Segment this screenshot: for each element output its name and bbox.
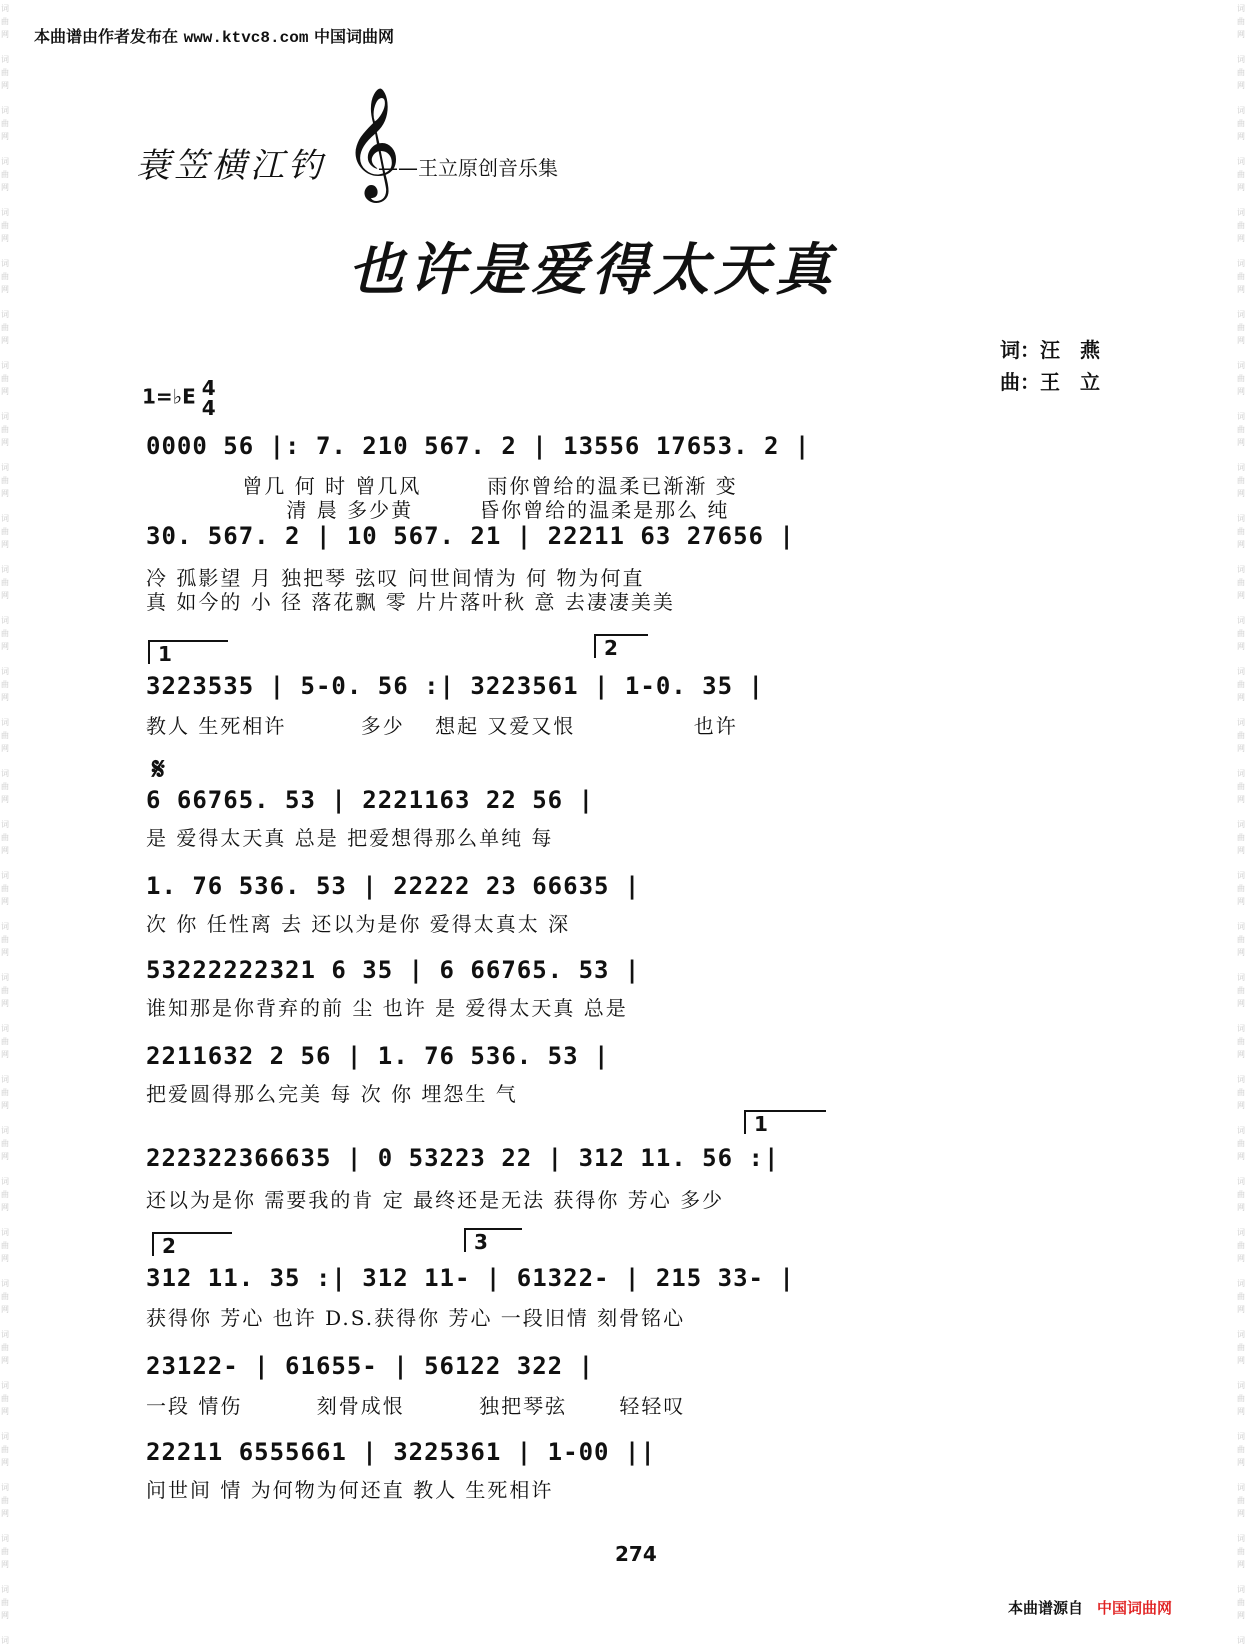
watermark-glyph: 曲 <box>1237 17 1245 26</box>
watermark-glyph: 词 <box>1237 565 1245 574</box>
watermark-glyph: 网 <box>1 183 9 192</box>
watermark-glyph: 曲 <box>1 680 9 689</box>
watermark-glyph: 曲 <box>1237 68 1245 77</box>
watermark-glyph: 词 <box>1237 871 1245 880</box>
watermark-glyph: 曲 <box>1 1445 9 1454</box>
watermark-glyph: 网 <box>1237 234 1245 243</box>
watermark-glyph: 网 <box>1 1305 9 1314</box>
watermark-glyph: 网 <box>1237 30 1245 39</box>
watermark-glyph: 曲 <box>1 782 9 791</box>
watermark-glyph: 曲 <box>1237 1037 1245 1046</box>
watermark-glyph: 词 <box>1 1279 9 1288</box>
watermark-glyph: 词 <box>1 310 9 319</box>
watermark-glyph: 词 <box>1 106 9 115</box>
watermark-glyph: 词 <box>1237 310 1245 319</box>
watermark-glyph: 网 <box>1 285 9 294</box>
watermark-glyph: 网 <box>1 897 9 906</box>
watermark-glyph: 网 <box>1237 1509 1245 1518</box>
watermark-glyph: 词 <box>1237 1024 1245 1033</box>
watermark-glyph: 曲 <box>1237 170 1245 179</box>
lyricist: 词：汪 燕 <box>1000 338 1100 362</box>
watermark-glyph: 网 <box>1 846 9 855</box>
watermark-glyph: 网 <box>1237 81 1245 90</box>
watermark-glyph: 网 <box>1 132 9 141</box>
watermark-glyph: 曲 <box>1237 374 1245 383</box>
watermark-glyph: 网 <box>1 795 9 804</box>
watermark-glyph: 词 <box>1 1432 9 1441</box>
lyric-line: 教人 生死相许 多少 想起 又爱又恨 也许 <box>146 714 738 738</box>
watermark-glyph: 网 <box>1237 285 1245 294</box>
watermark-glyph: 网 <box>1 489 9 498</box>
watermark-glyph: 曲 <box>1237 578 1245 587</box>
watermark-glyph: 词 <box>1237 1177 1245 1186</box>
watermark-glyph: 网 <box>1 642 9 651</box>
watermark-glyph: 曲 <box>1 1598 9 1607</box>
watermark-glyph: 曲 <box>1 629 9 638</box>
watermark-glyph: 词 <box>1 973 9 982</box>
watermark-glyph: 曲 <box>1237 221 1245 230</box>
watermark-glyph: 网 <box>1 1152 9 1161</box>
lyric-line: 真 如今的 小 径 落花飘 零 片片落叶秋 意 去凄凄美美 <box>146 590 675 614</box>
watermark-glyph: 曲 <box>1237 1190 1245 1199</box>
watermark-glyph: 词 <box>1237 106 1245 115</box>
watermark-glyph: 曲 <box>1 221 9 230</box>
volta-number: 2 <box>162 1234 176 1258</box>
lyric-line: 是 爱得太天真 总是 把爱想得那么单纯 每 <box>146 826 554 850</box>
watermark-glyph: 曲 <box>1 1190 9 1199</box>
lyric-line: 次 你 任性离 去 还以为是你 爱得太真太 深 <box>146 912 571 936</box>
watermark-glyph: 词 <box>1 259 9 268</box>
watermark-glyph: 词 <box>1237 208 1245 217</box>
lyric-line: 把爱圆得那么完美 每 次 你 埋怨生 气 <box>146 1082 518 1106</box>
watermark-glyph: 词 <box>1237 1483 1245 1492</box>
watermark-glyph: 词 <box>1237 1228 1245 1237</box>
watermark-glyph: 词 <box>1 667 9 676</box>
watermark-glyph: 词 <box>1 565 9 574</box>
watermark-glyph: 曲 <box>1 68 9 77</box>
volta-number: 1 <box>754 1112 768 1136</box>
watermark-glyph: 曲 <box>1237 1088 1245 1097</box>
watermark-glyph: 词 <box>1237 718 1245 727</box>
watermark-glyph: 词 <box>1 922 9 931</box>
treble-clef-icon: 𝄞 <box>344 86 401 198</box>
watermark-glyph: 网 <box>1237 897 1245 906</box>
watermark-glyph: 词 <box>1 1075 9 1084</box>
watermark-glyph: 网 <box>1 1050 9 1059</box>
volta-bracket <box>464 1228 522 1252</box>
watermark-glyph: 词 <box>1 1126 9 1135</box>
watermark-glyph: 曲 <box>1 833 9 842</box>
watermark-glyph: 网 <box>1 387 9 396</box>
watermark-glyph: 网 <box>1237 387 1245 396</box>
watermark-glyph: 曲 <box>1 1241 9 1250</box>
watermark-glyph: 网 <box>1237 1203 1245 1212</box>
watermark-glyph: 词 <box>1 1228 9 1237</box>
watermark-glyph: 网 <box>1237 948 1245 957</box>
series-name: 蓑笠横江钓 <box>136 146 326 186</box>
volta-number: 3 <box>474 1230 488 1254</box>
watermark-glyph: 网 <box>1237 540 1245 549</box>
right-watermark-strip <box>1236 0 1250 1645</box>
volta-bracket <box>594 634 648 658</box>
watermark-glyph: 网 <box>1237 1458 1245 1467</box>
lyric-line: 问世间 情 为何物为何还直 教人 生死相许 <box>146 1478 554 1502</box>
watermark-glyph: 词 <box>1237 922 1245 931</box>
watermark-glyph: 词 <box>1 1177 9 1186</box>
watermark-glyph: 曲 <box>1 986 9 995</box>
watermark-glyph: 词 <box>1 1636 9 1645</box>
watermark-glyph: 网 <box>1 336 9 345</box>
watermark-glyph: 词 <box>1237 973 1245 982</box>
watermark-glyph: 词 <box>1 208 9 217</box>
source-header <box>34 24 394 47</box>
watermark-glyph: 词 <box>1237 616 1245 625</box>
watermark-glyph: 曲 <box>1 731 9 740</box>
footer-prefix: 本曲谱源自 <box>1007 1599 1083 1617</box>
watermark-glyph: 网 <box>1 1407 9 1416</box>
watermark-glyph: 词 <box>1237 1075 1245 1084</box>
watermark-glyph: 词 <box>1237 1636 1245 1645</box>
watermark-glyph: 网 <box>1237 846 1245 855</box>
watermark-glyph: 曲 <box>1 119 9 128</box>
watermark-glyph: 网 <box>1 1254 9 1263</box>
watermark-glyph: 网 <box>1 744 9 753</box>
watermark-glyph: 网 <box>1 1611 9 1620</box>
lyric-line: 曾几 何 时 曾几风 雨你曾给的温柔已渐渐 变 <box>146 474 738 498</box>
watermark-glyph: 曲 <box>1 1139 9 1148</box>
watermark-glyph: 词 <box>1237 514 1245 523</box>
watermark-glyph: 网 <box>1 540 9 549</box>
watermark-glyph: 词 <box>1 871 9 880</box>
watermark-glyph: 网 <box>1 30 9 39</box>
watermark-glyph: 词 <box>1237 412 1245 421</box>
watermark-glyph: 曲 <box>1 1547 9 1556</box>
watermark-glyph: 词 <box>1237 1279 1245 1288</box>
watermark-glyph: 曲 <box>1237 833 1245 842</box>
watermark-glyph: 词 <box>1 55 9 64</box>
watermark-glyph: 曲 <box>1 374 9 383</box>
watermark-glyph: 曲 <box>1237 1394 1245 1403</box>
watermark-glyph: 词 <box>1 514 9 523</box>
watermark-glyph: 网 <box>1237 1050 1245 1059</box>
watermark-glyph: 词 <box>1237 820 1245 829</box>
watermark-glyph: 网 <box>1 1509 9 1518</box>
notation-line: 23122- | 61655- | 56122 322 | <box>146 1352 595 1380</box>
watermark-glyph: 曲 <box>1237 527 1245 536</box>
watermark-glyph: 曲 <box>1 1394 9 1403</box>
watermark-glyph: 曲 <box>1237 1292 1245 1301</box>
watermark-glyph: 曲 <box>1237 1241 1245 1250</box>
watermark-glyph: 词 <box>1 412 9 421</box>
watermark-glyph: 词 <box>1 463 9 472</box>
watermark-glyph: 网 <box>1237 693 1245 702</box>
watermark-glyph: 网 <box>1237 1560 1245 1569</box>
watermark-glyph: 词 <box>1237 1330 1245 1339</box>
lyric-line: 谁知那是你背弃的前 尘 也许 是 爱得太天真 总是 <box>146 996 628 1020</box>
volta-bracket <box>148 640 228 664</box>
volta-bracket <box>152 1232 232 1256</box>
watermark-glyph: 词 <box>1 157 9 166</box>
watermark-glyph: 曲 <box>1 578 9 587</box>
lyric-line: 还以为是你 需要我的肯 定 最终还是无法 获得你 芳心 多少 <box>146 1188 725 1212</box>
notation-line: 1. 76 536. 53 | 22222 23 66635 | <box>146 872 641 900</box>
watermark-glyph: 曲 <box>1237 1445 1245 1454</box>
notation-line: 53222222321 6 35 | 6 66765. 53 | <box>146 956 641 984</box>
watermark-glyph: 曲 <box>1237 272 1245 281</box>
watermark-glyph: 曲 <box>1237 935 1245 944</box>
watermark-glyph: 网 <box>1237 591 1245 600</box>
watermark-glyph: 词 <box>1237 1534 1245 1543</box>
watermark-glyph: 网 <box>1 438 9 447</box>
time-top: 4 <box>201 376 216 400</box>
watermark-glyph: 词 <box>1 1024 9 1033</box>
watermark-glyph: 网 <box>1237 1305 1245 1314</box>
watermark-glyph: 词 <box>1 1381 9 1390</box>
watermark-glyph: 网 <box>1 948 9 957</box>
watermark-glyph: 曲 <box>1237 1343 1245 1352</box>
key-signature <box>142 378 216 418</box>
watermark-glyph: 曲 <box>1 1343 9 1352</box>
watermark-glyph: 网 <box>1237 744 1245 753</box>
watermark-glyph: 曲 <box>1 935 9 944</box>
watermark-glyph: 曲 <box>1237 476 1245 485</box>
watermark-glyph: 网 <box>1 1356 9 1365</box>
watermark-glyph: 网 <box>1 591 9 600</box>
watermark-glyph: 网 <box>1237 795 1245 804</box>
watermark-glyph: 网 <box>1237 489 1245 498</box>
watermark-glyph: 曲 <box>1 476 9 485</box>
watermark-glyph: 曲 <box>1237 1139 1245 1148</box>
lyric-line: 获得你 芳心 也许 D.S.获得你 芳心 一段旧情 刻骨铭心 <box>146 1306 686 1330</box>
watermark-glyph: 曲 <box>1 1037 9 1046</box>
watermark-glyph: 词 <box>1 1330 9 1339</box>
watermark-glyph: 词 <box>1237 769 1245 778</box>
watermark-glyph: 曲 <box>1 323 9 332</box>
watermark-glyph: 网 <box>1237 1254 1245 1263</box>
watermark-glyph: 曲 <box>1 425 9 434</box>
watermark-glyph: 词 <box>1237 1381 1245 1390</box>
lyric-line: 清 晨 多少黄 昏你曾给的温柔是那么 纯 <box>146 498 730 522</box>
watermark-glyph: 网 <box>1237 183 1245 192</box>
watermark-glyph: 网 <box>1237 642 1245 651</box>
watermark-glyph: 词 <box>1237 55 1245 64</box>
watermark-glyph: 曲 <box>1237 1598 1245 1607</box>
watermark-glyph: 曲 <box>1 1292 9 1301</box>
segno-icon: 𝄋 <box>152 752 165 787</box>
watermark-glyph: 网 <box>1237 1152 1245 1161</box>
watermark-glyph: 词 <box>1237 157 1245 166</box>
watermark-glyph: 网 <box>1237 1101 1245 1110</box>
lyric-line: 一段 情伤 刻骨成恨 独把琴弦 轻轻叹 <box>146 1394 686 1418</box>
watermark-glyph: 词 <box>1237 463 1245 472</box>
watermark-glyph: 词 <box>1237 1432 1245 1441</box>
watermark-glyph: 曲 <box>1237 782 1245 791</box>
watermark-glyph: 网 <box>1237 1407 1245 1416</box>
watermark-glyph: 词 <box>1 361 9 370</box>
left-watermark-strip <box>0 0 14 1645</box>
volta-bracket <box>744 1110 826 1134</box>
watermark-glyph: 词 <box>1 4 9 13</box>
watermark-glyph: 词 <box>1 616 9 625</box>
composer: 曲：王 立 <box>1000 370 1100 394</box>
watermark-glyph: 词 <box>1 820 9 829</box>
watermark-glyph: 曲 <box>1 170 9 179</box>
watermark-glyph: 网 <box>1 234 9 243</box>
notation-line: 3223535 | 5-0. 56 :| 3223561 | 1-0. 35 | <box>146 672 764 700</box>
credits <box>1000 334 1100 398</box>
watermark-glyph: 曲 <box>1237 425 1245 434</box>
volta-number: 1 <box>158 642 172 666</box>
watermark-glyph: 词 <box>1237 667 1245 676</box>
header-prefix: 本曲谱由作者发布在 <box>34 27 179 46</box>
song-title: 也许是爱得太天真 <box>348 237 836 303</box>
notation-line: 222322366635 | 0 53223 22 | 312 11. 56 :| <box>146 1144 780 1172</box>
watermark-glyph: 网 <box>1237 336 1245 345</box>
key-label: 1=♭E <box>142 384 196 409</box>
watermark-glyph: 词 <box>1 1534 9 1543</box>
watermark-glyph: 曲 <box>1 1088 9 1097</box>
watermark-glyph: 曲 <box>1237 119 1245 128</box>
watermark-glyph: 曲 <box>1 17 9 26</box>
watermark-glyph: 网 <box>1 1101 9 1110</box>
watermark-glyph: 曲 <box>1237 323 1245 332</box>
watermark-glyph: 词 <box>1 769 9 778</box>
source-footer <box>1008 1597 1172 1618</box>
lyric-line: 冷 孤影望 月 独把琴 弦叹 问世间情为 何 物为何直 <box>146 566 645 590</box>
watermark-glyph: 曲 <box>1 884 9 893</box>
watermark-glyph: 词 <box>1237 361 1245 370</box>
watermark-glyph: 词 <box>1237 4 1245 13</box>
watermark-glyph: 曲 <box>1237 986 1245 995</box>
notation-line: 312 11. 35 :| 312 11- | 61322- | 215 33- | <box>146 1264 795 1292</box>
notation-line: 22211 6555661 | 3225361 | 1-00 || <box>146 1438 656 1466</box>
watermark-glyph: 网 <box>1237 132 1245 141</box>
notation-line: 2211632 2 56 | 1. 76 536. 53 | <box>146 1042 610 1070</box>
watermark-glyph: 网 <box>1 693 9 702</box>
header-site-name: 中国词曲网 <box>314 27 395 46</box>
watermark-glyph: 词 <box>1237 1585 1245 1594</box>
time-bottom: 4 <box>201 396 216 420</box>
watermark-glyph: 网 <box>1 1560 9 1569</box>
watermark-glyph: 网 <box>1237 1356 1245 1365</box>
watermark-glyph: 词 <box>1237 259 1245 268</box>
notation-line: 6 66765. 53 | 2221163 22 56 | <box>146 786 595 814</box>
time-signature <box>202 378 216 418</box>
watermark-glyph: 网 <box>1 999 9 1008</box>
page-number: 274 <box>615 1542 657 1566</box>
watermark-glyph: 词 <box>1 1483 9 1492</box>
footer-brand: 中国词曲网 <box>1096 1599 1172 1617</box>
watermark-glyph: 网 <box>1 1203 9 1212</box>
header-site-url: www.ktvc8.com <box>183 29 309 47</box>
series-subtitle: ——王立原创音乐集 <box>378 156 558 180</box>
watermark-glyph: 词 <box>1 1585 9 1594</box>
watermark-glyph: 曲 <box>1237 884 1245 893</box>
notation-line: 0000 56 |: 7. 210 567. 2 | 13556 17653. 2 | <box>146 432 811 460</box>
watermark-glyph: 曲 <box>1237 1547 1245 1556</box>
watermark-glyph: 曲 <box>1237 680 1245 689</box>
watermark-glyph: 网 <box>1237 1611 1245 1620</box>
watermark-glyph: 曲 <box>1 272 9 281</box>
watermark-glyph: 曲 <box>1237 629 1245 638</box>
watermark-glyph: 曲 <box>1 527 9 536</box>
watermark-glyph: 曲 <box>1237 731 1245 740</box>
watermark-glyph: 曲 <box>1237 1496 1245 1505</box>
volta-number: 2 <box>604 636 618 660</box>
watermark-glyph: 词 <box>1237 1126 1245 1135</box>
watermark-glyph: 曲 <box>1 1496 9 1505</box>
watermark-glyph: 网 <box>1 1458 9 1467</box>
watermark-glyph: 词 <box>1 718 9 727</box>
watermark-glyph: 网 <box>1237 999 1245 1008</box>
watermark-glyph: 网 <box>1 81 9 90</box>
watermark-glyph: 网 <box>1237 438 1245 447</box>
notation-line: 30. 567. 2 | 10 567. 21 | 22211 63 27656 | <box>146 522 795 550</box>
